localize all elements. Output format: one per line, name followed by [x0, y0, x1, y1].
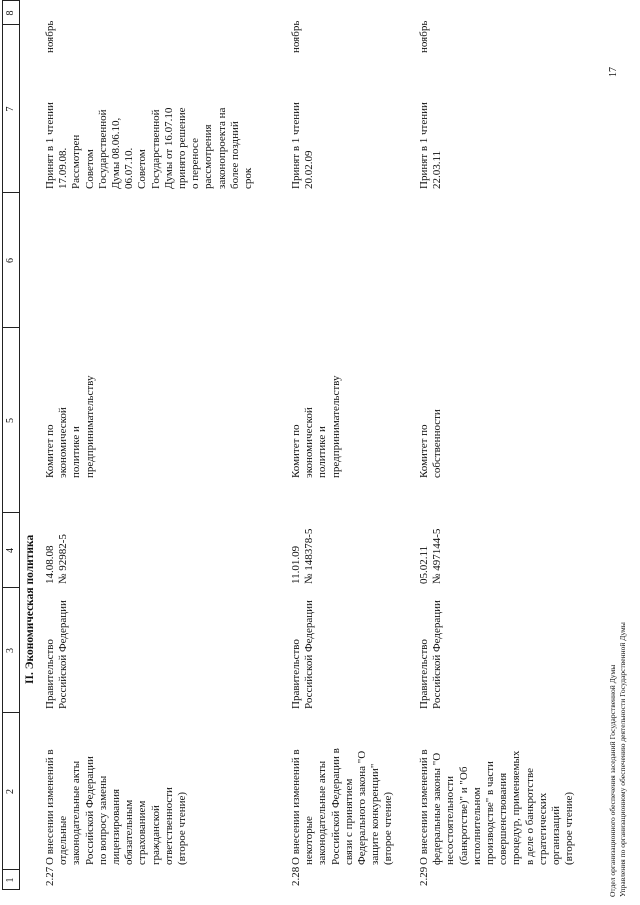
month: ноябрь: [44, 20, 56, 53]
bill-title: О внесении изменений в федеральные законы "О несостоятельности (банкротстве)" и "Об исполнительном производстве" в части совершенствования процедур, применяемых в деле о банкротстве стратегических организаций (второе чтение): [418, 749, 576, 865]
header-bottom-line: [19, 0, 20, 890]
header-col-1: 1: [5, 877, 16, 883]
row-number: 2.27: [44, 866, 56, 886]
committee: Комитет по экономической политике и предпринимательству: [44, 375, 96, 478]
status-note: Принят в 1 чтении 20.02.09: [290, 102, 316, 189]
footer-line-1: Отдел организационного обеспечения заседаний Государственной Думы: [608, 664, 617, 897]
header-col-4: 4: [5, 548, 16, 553]
registration: 05.02.11 № 497144-5: [418, 528, 444, 584]
section-title: II. Экономическая политика: [24, 534, 36, 684]
registration: 11.01.09 № 148378-5: [290, 528, 316, 584]
page-number: 17: [608, 67, 619, 77]
committee: Комитет по экономической политике и предпринимательству: [290, 375, 342, 478]
header-col-2: 2: [5, 789, 16, 794]
header-col-7: 7: [5, 106, 16, 112]
footer-line-2: Управления по организационному обеспечению деятельности Государственной Думы: [618, 622, 627, 897]
row-number: 2.28: [290, 866, 302, 886]
row-number: 2.29: [418, 866, 430, 886]
status-note: Принят в 1 чтении 17.09.08. Рассмотрен Советом Государственной Думы 08.06.10, 06.07.10. Советом Государственной Думы от 16.07.10 принято решение о переносе рассмотрения законопроекта на более поздний срок: [44, 102, 255, 189]
header-col-8: 8: [5, 10, 16, 16]
header-col-6: 6: [5, 258, 16, 263]
committee: Комитет по собственности: [418, 409, 444, 478]
header-col-3: 3: [5, 648, 16, 653]
month: ноябрь: [418, 20, 430, 53]
bill-title: О внесении изменений в некоторые законодательные акты Российской Федерации в связи с принятием Федерального закона "О защите конкуренции" (второе чтение): [290, 748, 395, 865]
bill-title: О внесении изменений в отдельные законодательные акты Российской Федерации по вопросу замены лицензирования обязательным страхованием гражданской ответственности (второе чтение): [44, 749, 189, 865]
registration: 14.08.08 № 92982-5: [44, 534, 70, 584]
initiator: Правительство Российской Федерации: [418, 600, 444, 709]
initiator: Правительство Российской Федерации: [44, 600, 70, 709]
month: ноябрь: [290, 20, 302, 53]
status-note: Принят в 1 чтении 22.03.11: [418, 102, 444, 189]
initiator: Правительство Российской Федерации: [290, 600, 316, 709]
header-col-5: 5: [5, 418, 16, 423]
